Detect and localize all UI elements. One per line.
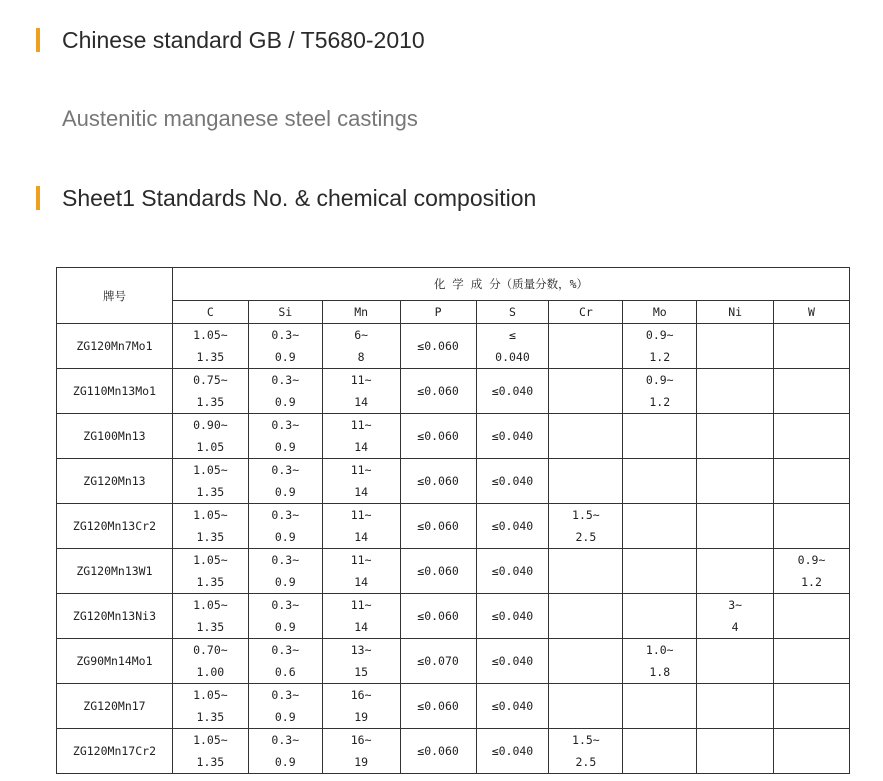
value-text: 1.35 [196,530,225,544]
value-text: 4 [731,620,739,634]
value-text: ≤0.060 [417,699,459,713]
value-cell [248,594,322,639]
value-text: 0.3~ [271,733,300,747]
value-text: 1.0~ [645,643,674,657]
element-header: W [774,301,850,324]
value-cell [476,324,549,369]
value-text: ≤0.060 [417,474,459,488]
element-header: Cr [549,301,623,324]
composition-table [56,267,850,774]
element-header: Mn [322,301,400,324]
table-row [57,414,850,459]
standard-title: Chinese standard GB / T5680-2010 [62,26,425,53]
value-cell [322,459,400,504]
value-text: ≤0.040 [491,384,534,398]
value-text: 0.3~ [271,688,300,702]
value-cell [400,729,476,774]
value-cell [172,504,248,549]
value-text: 0.3~ [271,418,300,432]
value-cell [774,639,850,684]
element-header: Ni [697,301,774,324]
value-cell [549,549,623,594]
value-cell [476,414,549,459]
value-cell [623,414,697,459]
value-text: 0.9 [274,710,296,724]
value-text: 11~ [350,418,372,432]
value-cell [476,684,549,729]
element-header: P [400,301,476,324]
value-cell [476,459,549,504]
accent-bar [36,28,40,52]
sheet-heading [36,185,536,211]
value-cell [400,684,476,729]
value-cell [476,594,549,639]
value-cell [549,324,623,369]
value-text: 14 [354,620,369,634]
value-text: 0.040 [495,350,530,364]
value-cell [697,639,774,684]
value-text: 11~ [350,598,372,612]
value-text: 0.90~ [193,418,228,432]
value-cell [774,369,850,414]
value-cell [774,459,850,504]
value-cell [400,324,476,369]
value-text: 0.75~ [193,373,228,387]
value-text: 16~ [350,688,372,702]
value-text: 1.35 [196,485,225,499]
value-cell [172,369,248,414]
value-text: ≤0.040 [491,474,534,488]
value-cell [400,504,476,549]
value-cell [400,594,476,639]
value-cell [623,459,697,504]
standard-heading [36,27,425,53]
value-text: 1.05 [196,440,225,454]
value-cell [322,504,400,549]
grade-cell: ZG100Mn13 [57,414,173,459]
value-cell [476,639,549,684]
value-text: 1.2 [801,575,822,589]
value-cell [322,324,400,369]
value-cell [549,729,623,774]
value-cell [774,594,850,639]
value-cell [476,369,549,414]
value-text: 0.9~ [645,328,674,342]
value-cell [697,324,774,369]
value-cell [172,324,248,369]
value-cell [623,324,697,369]
table-row [57,459,850,504]
subtitle: Austenitic manganese steel castings [62,106,418,131]
value-text: 0.9 [274,485,296,499]
value-cell [623,549,697,594]
element-header: Si [248,301,322,324]
value-cell [248,684,322,729]
value-cell [248,549,322,594]
value-cell [774,684,850,729]
value-text: ≤0.060 [417,609,459,623]
value-text: 11~ [350,373,372,387]
value-cell [549,369,623,414]
value-text: ≤0.060 [417,744,459,758]
composition-group-header: 化 学 成 分（质量分数，%） [172,268,849,301]
value-text: 0.3~ [271,508,300,522]
value-text: 19 [354,755,369,769]
value-cell [549,459,623,504]
value-cell [623,504,697,549]
element-header: C [172,301,248,324]
table-row [57,639,850,684]
value-cell [172,639,248,684]
value-text: 1.5~ [572,508,600,522]
value-text: 14 [354,440,369,454]
value-text: 11~ [350,553,372,567]
value-text: 1.35 [196,755,225,769]
value-cell [697,414,774,459]
value-cell [697,729,774,774]
value-text: 0.9 [274,575,296,589]
value-text: 14 [354,575,369,589]
value-text: 3~ [728,598,743,612]
value-text: 1.05~ [193,553,228,567]
value-text: 1.05~ [193,733,228,747]
value-cell [248,414,322,459]
value-cell [172,459,248,504]
value-text: 14 [354,530,369,544]
value-cell [476,729,549,774]
grade-cell: ZG120Mn13Ni3 [57,594,173,639]
value-cell [697,594,774,639]
value-text: 0.3~ [271,553,300,567]
value-text: 1.05~ [193,598,228,612]
grade-cell: ZG90Mn14Mo1 [57,639,173,684]
value-text: ≤0.040 [491,609,534,623]
value-cell [623,639,697,684]
value-cell [400,459,476,504]
value-text: ≤0.060 [417,429,459,443]
value-text: ≤0.060 [417,339,459,353]
grade-header: 牌号 [57,268,173,324]
value-cell [400,639,476,684]
value-text: 2.5 [575,530,597,544]
value-text: 6~ [354,328,369,342]
value-cell [697,369,774,414]
value-cell [774,504,850,549]
value-text: 0.9~ [797,553,826,567]
value-text: 0.3~ [271,373,300,387]
value-cell [172,549,248,594]
value-text: 1.5~ [572,733,600,747]
value-text: ≤0.040 [491,519,534,533]
grade-cell: ZG120Mn13 [57,459,173,504]
value-cell [476,504,549,549]
value-cell [623,369,697,414]
value-cell [623,729,697,774]
value-text: 1.35 [196,350,225,364]
value-text: 0.3~ [271,328,300,342]
value-text: ≤0.060 [417,384,459,398]
value-cell [774,729,850,774]
grade-cell: ZG110Mn13Mo1 [57,369,173,414]
table-row [57,369,850,414]
value-cell [697,549,774,594]
grade-cell: ZG120Mn17 [57,684,173,729]
value-text: 0.70~ [193,643,228,657]
value-text: 19 [354,710,369,724]
table-row [57,729,850,774]
value-cell [248,459,322,504]
value-text: 0.3~ [271,598,300,612]
value-cell [322,639,400,684]
value-text: ≤0.040 [491,699,534,713]
value-text: 14 [354,395,369,409]
element-header: Mo [623,301,697,324]
value-cell [774,324,850,369]
value-text: 0.6 [274,665,296,679]
value-cell [623,684,697,729]
value-cell [322,414,400,459]
value-text: ≤0.040 [491,744,534,758]
value-text: ≤0.060 [417,564,459,578]
value-cell [172,729,248,774]
value-cell [400,369,476,414]
value-text: 0.9 [274,440,296,454]
grade-cell: ZG120Mn17Cr2 [57,729,173,774]
value-text: 1.05~ [193,328,228,342]
value-cell [623,594,697,639]
grade-cell: ZG120Mn13W1 [57,549,173,594]
value-text: 1.2 [649,395,671,409]
element-header: S [476,301,549,324]
sheet-title: Sheet1 Standards No. & chemical composition [62,184,537,211]
value-cell [549,504,623,549]
value-text: 11~ [350,463,372,477]
value-cell [172,594,248,639]
value-cell [248,324,322,369]
value-text: 13~ [350,643,372,657]
value-text: 1.35 [196,620,225,634]
value-cell [400,414,476,459]
table-row [57,684,850,729]
value-cell [549,684,623,729]
value-text: ≤0.070 [417,654,459,668]
value-cell [172,684,248,729]
value-text: 0.9 [274,350,296,364]
value-cell [476,549,549,594]
value-cell [322,369,400,414]
table-row [57,504,850,549]
value-cell [774,549,850,594]
value-text: 2.5 [575,755,597,769]
value-text: ≤0.040 [491,654,534,668]
table-row [57,324,850,369]
value-cell [172,414,248,459]
value-cell [697,684,774,729]
value-cell [322,594,400,639]
value-text: 1.05~ [193,688,228,702]
value-cell [549,639,623,684]
value-cell [248,369,322,414]
value-text: 1.35 [196,710,225,724]
value-text: 1.05~ [193,463,228,477]
value-text: 1.35 [196,575,225,589]
value-text: 1.8 [649,665,671,679]
value-text: ≤ [508,328,516,342]
value-cell [697,459,774,504]
table-row [57,549,850,594]
value-cell [774,414,850,459]
value-text: ≤0.060 [417,519,459,533]
value-text: 8 [357,350,365,364]
grade-cell: ZG120Mn7Mo1 [57,324,173,369]
value-text: 0.9 [274,395,296,409]
grade-cell: ZG120Mn13Cr2 [57,504,173,549]
value-text: 1.2 [649,350,671,364]
value-cell [322,549,400,594]
value-text: 1.00 [196,665,225,679]
value-cell [549,414,623,459]
value-text: ≤0.040 [491,429,534,443]
value-text: 14 [354,485,369,499]
value-text: 0.9 [274,530,296,544]
value-text: ≤0.040 [491,564,534,578]
value-cell [697,504,774,549]
value-text: 0.9 [274,755,296,769]
value-cell [248,504,322,549]
value-text: 0.3~ [271,463,300,477]
value-text: 1.35 [196,395,225,409]
value-cell [322,684,400,729]
value-text: 0.9 [274,620,296,634]
value-text: 0.9~ [645,373,674,387]
value-cell [549,594,623,639]
value-text: 0.3~ [271,643,300,657]
value-text: 16~ [350,733,372,747]
value-text: 11~ [350,508,372,522]
accent-bar [36,186,40,210]
value-cell [322,729,400,774]
value-cell [248,729,322,774]
value-cell [400,549,476,594]
value-text: 1.05~ [193,508,228,522]
table-row [57,594,850,639]
value-text: 15 [354,665,369,679]
value-cell [248,639,322,684]
